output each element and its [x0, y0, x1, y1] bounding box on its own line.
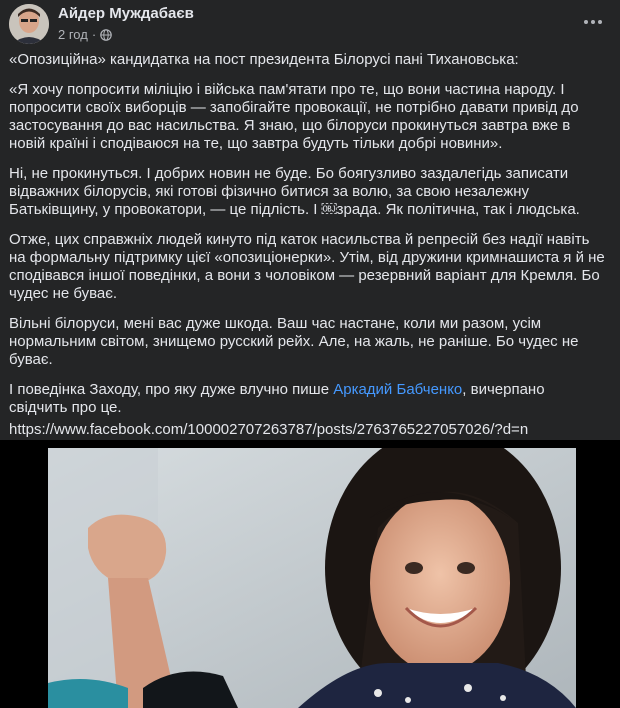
post-image-container[interactable] — [0, 440, 620, 708]
more-dot — [591, 20, 595, 24]
post-photo[interactable] — [48, 448, 576, 708]
more-options-button[interactable] — [580, 9, 606, 35]
post-time[interactable]: 2 год — [58, 27, 88, 42]
globe-icon[interactable] — [100, 29, 112, 41]
post-paragraph-6 — [9, 381, 605, 417]
post-url-paragraph — [9, 421, 605, 439]
post-paragraph-2: «Я хочу попросити міліцію і війська пам'ятати про те, що вони частина народу. І попросити своїх виборців — запобігайте провокації, не потрібно давати привід до застосування до вас насильства. Я знаю, що білоруси прокинуться завтра вже в новій країні і сподіваюся на те, що завтра будуть тільки добрі новини». — [9, 81, 579, 152]
post-meta — [58, 27, 112, 42]
post-url-link[interactable]: https://www.facebook.com/100002707263787/posts/2763765227057026/?d=n — [9, 421, 529, 438]
author-name[interactable]: Айдер Муждабаєв — [58, 5, 194, 22]
post-paragraph-3: Ні, не прокинуться. І добрих новин не буде. Бо боягузливо заздалегідь записати відважних білорусів, які готові фізично битися за волю, за свою незалежну Батьківщину, у провокатори, — це підлість. І ￼зрада. Як політична, так і людська. — [9, 165, 580, 218]
post-text — [9, 51, 605, 491]
profile-link[interactable]: Аркадий Бабченко — [333, 381, 463, 398]
more-dot — [598, 20, 602, 24]
author-avatar[interactable] — [9, 4, 49, 44]
post-paragraph-5: Вільні білоруси, мені вас дуже шкода. Ваш час настане, коли ми разом, усім нормальним світом, знищемо русский рейх. Але, на жаль, не раніше. Бо чудес не буває. — [9, 315, 579, 368]
woman-raising-fist-photo — [48, 448, 576, 708]
post-paragraph-4: Отже, цих справжніх людей кинуто під каток насильства й репресій без надії навіть на формальну підтримку цієї «опозиціонерки». Утім, від дружини кримнашиста я й не сподівався іншої поведінки, а вони з чоловіком — резервний варіант для Кремля. Бо чудес не буває. — [9, 231, 605, 302]
more-dot — [584, 20, 588, 24]
avatar-photo — [9, 4, 49, 44]
post-header — [0, 0, 620, 48]
paragraph-text: І поведінка Заходу, про яку дуже влучно пише — [9, 381, 334, 398]
paragraph-text: , вичерпано свідчить про це. — [9, 381, 545, 416]
post-paragraph-1: «Опозиційна» кандидатка на пост президента Білорусі пані Тихановська: — [9, 51, 519, 68]
meta-separator: · — [91, 27, 97, 42]
